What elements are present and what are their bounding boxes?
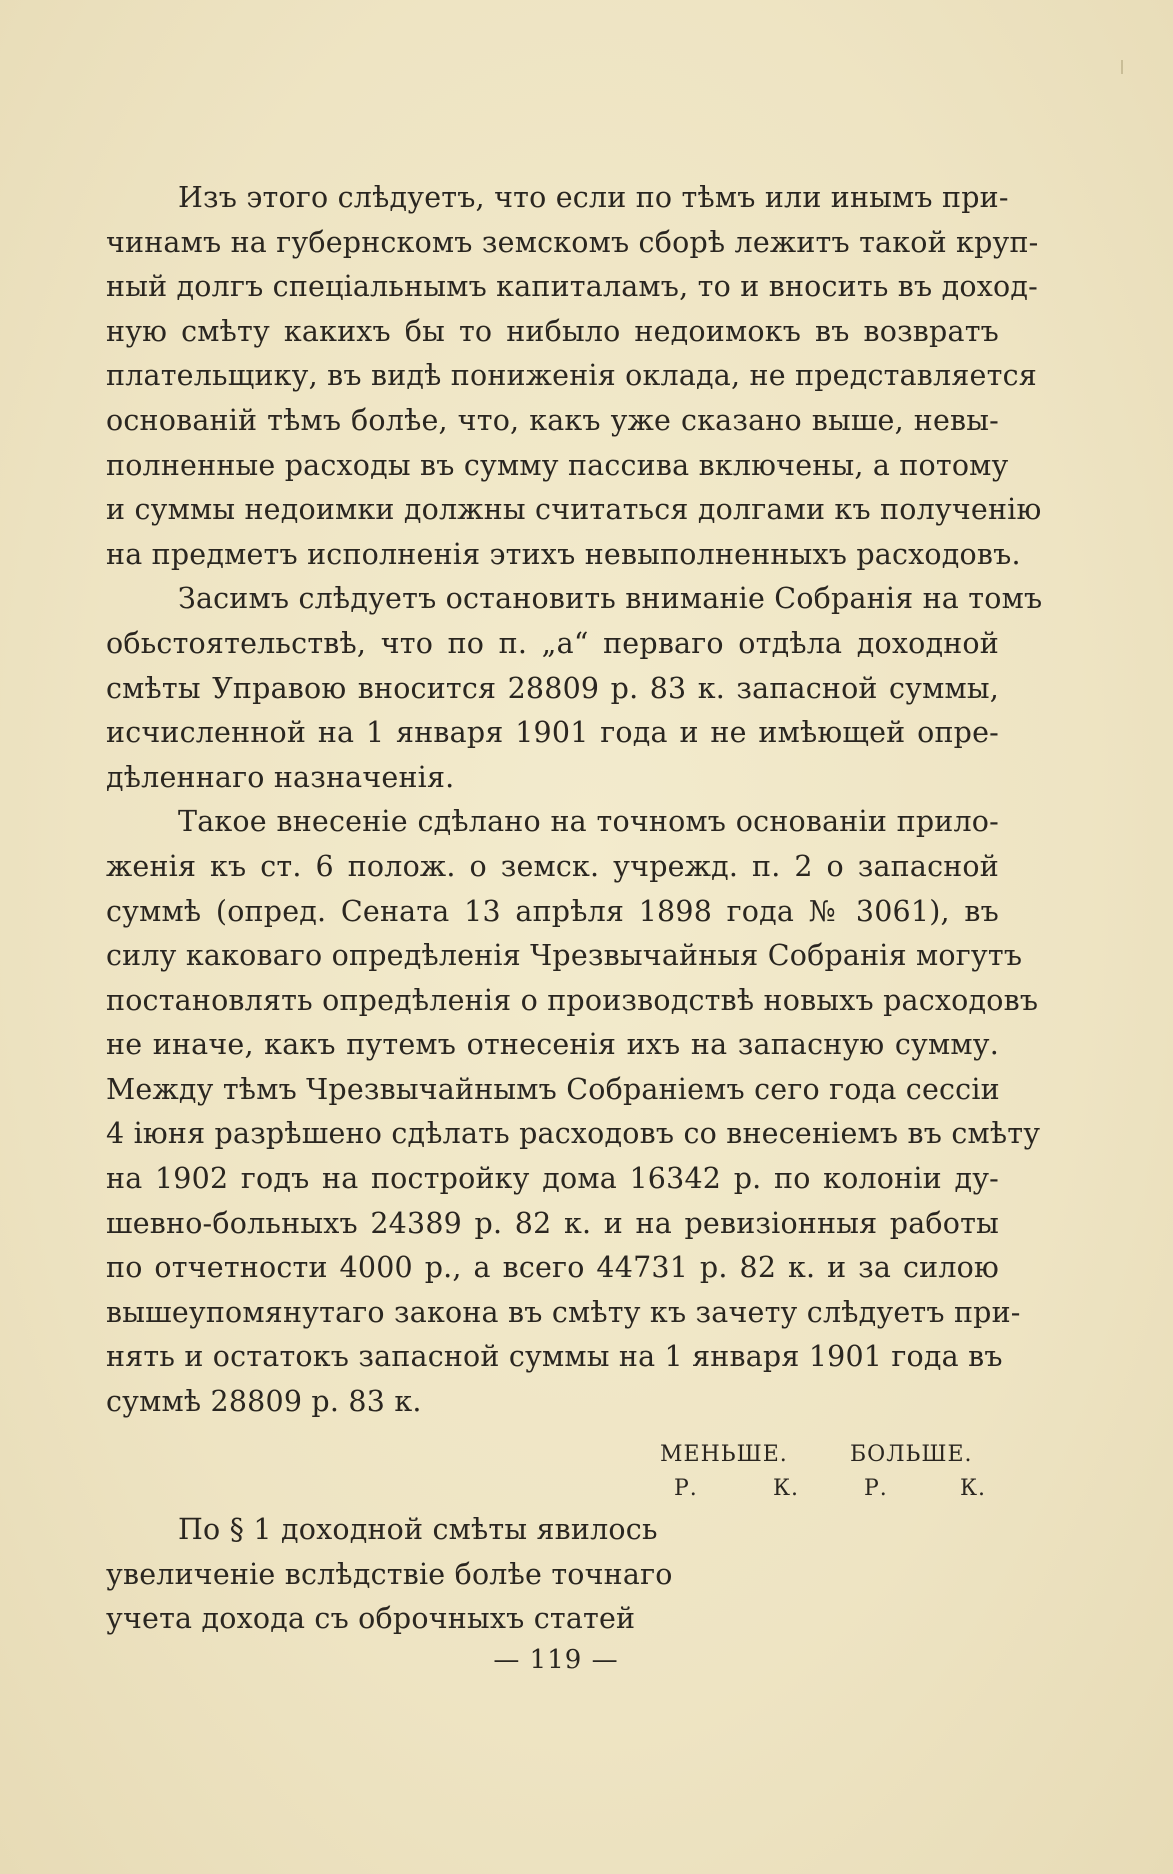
entry-line: По § 1 доходной смѣты явилось xyxy=(178,1513,658,1546)
text-line: суммѣ 28809 р. 83 к. xyxy=(106,1385,422,1419)
text-line: Между тѣмъ Чрезвычайнымъ Собраніемъ сего года сессіи xyxy=(106,1072,1000,1106)
text-line: и суммы недоимки должны считаться долгами къ полученію xyxy=(106,493,1042,527)
text-line: обьстоятельствѣ, что по п. „а“ перваго отдѣла доходной xyxy=(106,626,999,660)
text-line: силу каковаго опредѣленія Чрезвычайныя Собранія могутъ xyxy=(106,939,1023,973)
text-line: Засимъ слѣдуетъ остановить вниманіе Собранія на томъ xyxy=(178,582,1043,616)
unit-rub-less: Р. xyxy=(674,1476,698,1501)
column-header-more: БОЛЬШЕ. xyxy=(850,1442,973,1467)
text-line: суммѣ (опред. Сената 13 апрѣля 1898 года № 3061), въ xyxy=(106,894,999,928)
page-number: — 119 — xyxy=(493,1645,619,1675)
text-line: полненные расходы въ сумму пассива включены, а потому xyxy=(106,448,1009,482)
text-line: на предметъ исполненія этихъ невыполненныхъ расходовъ. xyxy=(106,537,1021,571)
entry-line: увеличеніе вслѣдствіе болѣе точнаго xyxy=(106,1557,673,1591)
unit-kop-more: К. xyxy=(960,1476,987,1501)
text-line: ную смѣту какихъ бы то нибыло недоимокъ въ возвратъ xyxy=(106,314,999,348)
text-line: 4 іюня разрѣшено сдѣлать расходовъ со внесеніемъ въ смѣту xyxy=(106,1117,1041,1151)
text-line: на 1902 годъ на постройку дома 16342 р. по колоніи ду- xyxy=(106,1162,999,1196)
text-line: чинамъ на губернскомъ земскомъ сборѣ лежитъ такой круп- xyxy=(106,225,1039,259)
text-line: смѣты Управою вносится 28809 р. 83 к. запасной суммы, xyxy=(106,671,999,705)
text-line: не иначе, какъ путемъ отнесенія ихъ на запасную сумму. xyxy=(106,1028,999,1062)
table-header-titles xyxy=(640,1438,1010,1472)
text-line: исчисленной на 1 января 1901 года и не имѣющей опре- xyxy=(106,716,999,750)
text-line: вышеупомянутаго закона въ смѣту къ зачету слѣдуетъ при- xyxy=(106,1295,1021,1329)
table-header-units xyxy=(640,1472,1010,1506)
margin-mark xyxy=(1121,60,1123,74)
ledger-entry xyxy=(106,1508,673,1642)
entry-line: учета дохода съ оброчныхъ статей xyxy=(106,1602,636,1636)
table-header xyxy=(640,1438,1010,1506)
unit-kop-less: К. xyxy=(773,1476,800,1501)
body-text xyxy=(106,176,1043,1425)
text-line: постановлять опредѣленія о производствѣ новыхъ расходовъ xyxy=(106,983,1039,1017)
text-line: женія къ ст. 6 полож. о земск. учрежд. п. 2 о запасной xyxy=(106,849,999,883)
text-line: шевно-больныхъ 24389 р. 82 к. и на ревизіонныя работы xyxy=(106,1206,999,1240)
text-line: Изъ этого слѣдуетъ, что если по тѣмъ или инымъ при- xyxy=(178,181,1009,214)
column-header-less: МЕНЬШЕ. xyxy=(660,1442,788,1467)
text-line: основаній тѣмъ болѣе, что, какъ уже сказано выше, невы- xyxy=(106,403,999,437)
text-line: ный долгъ спеціальнымъ капиталамъ, то и вносить въ доход- xyxy=(106,270,1038,304)
text-line: дѣленнаго назначенія. xyxy=(106,760,455,794)
text-line: плательщику, въ видѣ пониженія оклада, не представляется xyxy=(106,359,1037,393)
text-line: нять и остатокъ запасной суммы на 1 января 1901 года въ xyxy=(106,1340,1003,1374)
unit-rub-more: Р. xyxy=(864,1476,888,1501)
text-line: Такое внесеніе сдѣлано на точномъ основаніи прило- xyxy=(178,805,999,839)
text-line: по отчетности 4000 р., а всего 44731 р. 82 к. и за силою xyxy=(106,1251,999,1285)
